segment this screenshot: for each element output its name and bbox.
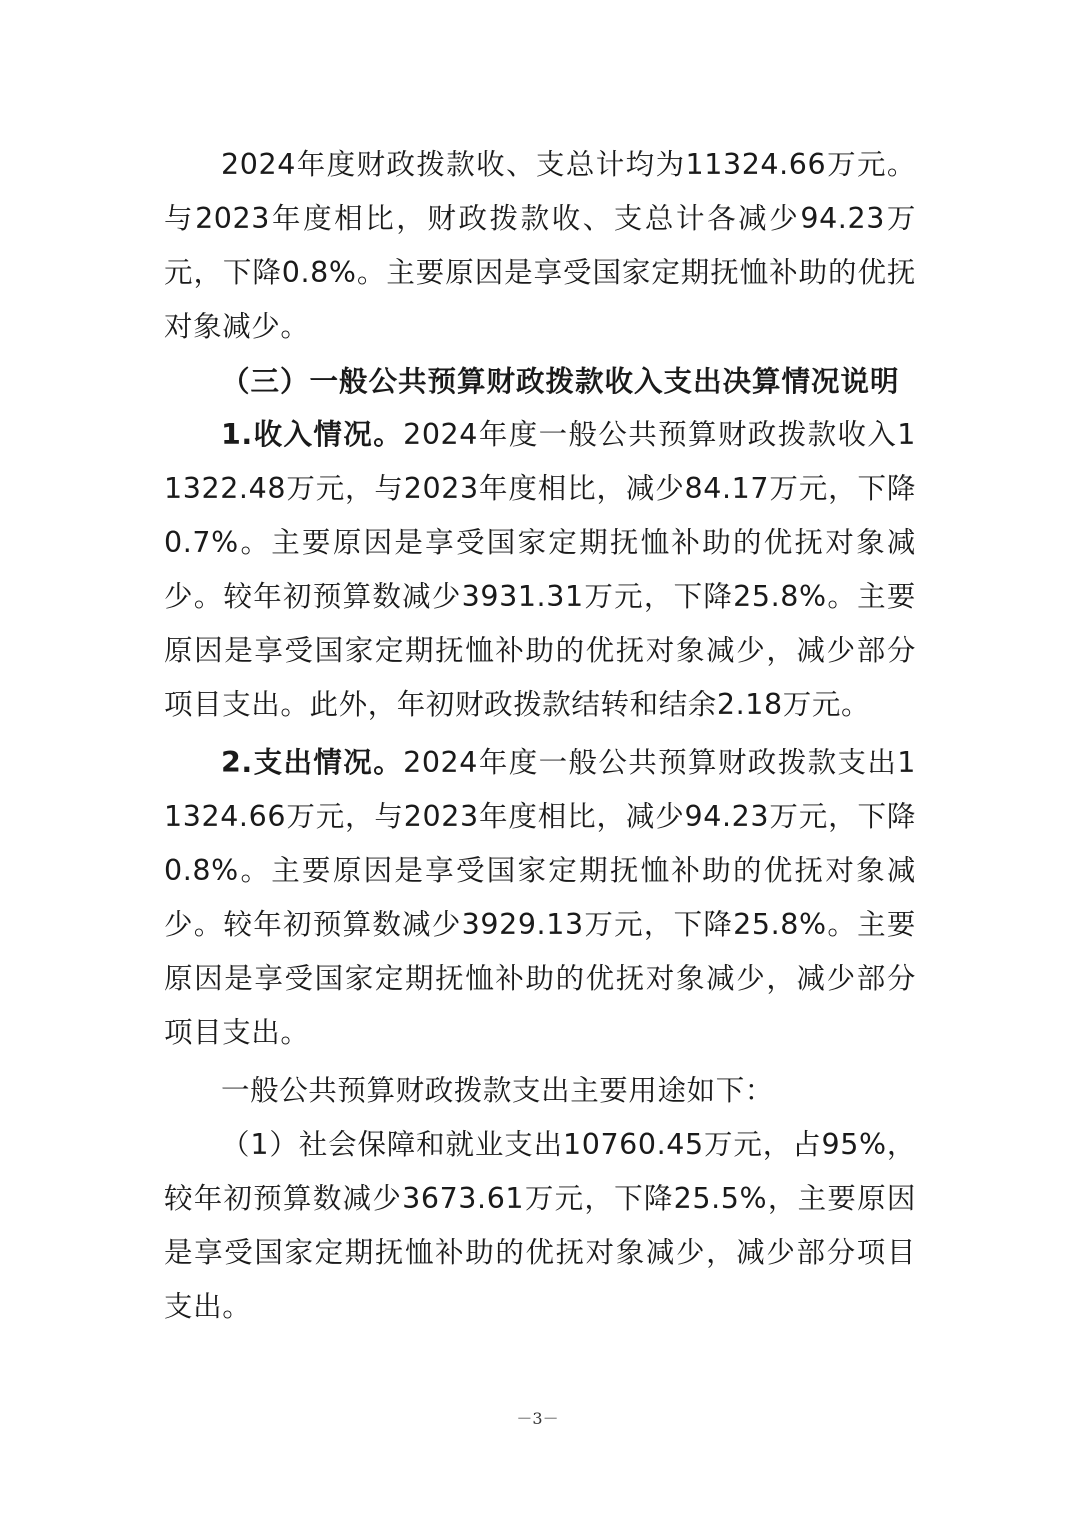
income-body: 2024年度一般公共预算财政拨款收入11322.48万元，与2023年度相比，减少84.17万元，下降0.7%。主要原因是享受国家定期抚恤补助的优抚对象减少。较年初预算数减少3931.31万元，下降25.8%。主要原因是享受国家定期抚恤补助的优抚对象减少，减少部分项目支出。此外，年初财政拨款结转和结余2.18万元。: [164, 418, 916, 721]
paragraph-expenditure: [164, 736, 916, 1060]
expenditure-lead: 2.支出情况。: [221, 746, 404, 779]
income-lead: 1.收入情况。: [221, 418, 404, 451]
page-number: －3－: [516, 1409, 559, 1428]
document-body: [164, 138, 916, 1334]
paragraph-main-uses: 一般公共预算财政拨款支出主要用途如下：: [221, 1074, 774, 1107]
expenditure-body: 2024年度一般公共预算财政拨款支出11324.66万元，与2023年度相比，减少94.23万元，下降0.8%。主要原因是享受国家定期抚恤补助的优抚对象减少。较年初预算数减少3929.13万元，下降25.8%。主要原因是享受国家定期抚恤补助的优抚对象减少，减少部分项目支出。: [164, 746, 916, 1049]
paragraph-social-security: （1）社会保障和就业支出10760.45万元，占95%，较年初预算数减少3673.61万元，下降25.5%，主要原因是享受国家定期抚恤补助的优抚对象减少，减少部分项目支出。: [164, 1128, 916, 1323]
section-heading-general-budget: （三）一般公共预算财政拨款收入支出决算情况说明: [221, 364, 900, 398]
paragraph-income: [164, 408, 916, 732]
paragraph-total-summary: 2024年度财政拨款收、支总计均为11324.66万元。与2023年度相比，财政拨款收、支总计各减少94.23万元，下降0.8%。主要原因是享受国家定期抚恤补助的优抚对象减少。: [164, 148, 916, 343]
